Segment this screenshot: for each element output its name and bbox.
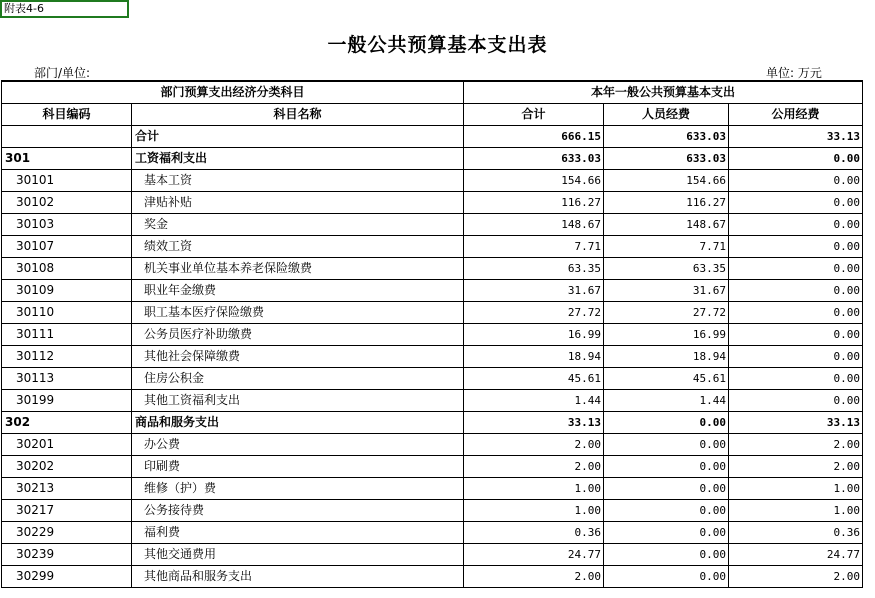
- row-name: 印刷费: [132, 456, 464, 478]
- table-row: [2, 236, 863, 258]
- row-name: 公务员医疗补助缴费: [132, 324, 464, 346]
- table-row: [2, 324, 863, 346]
- row-personnel: 27.72: [604, 302, 729, 324]
- row-code: 30201: [2, 434, 132, 456]
- header-name: 科目名称: [132, 104, 464, 126]
- table-row: [2, 192, 863, 214]
- table-row: [2, 412, 863, 434]
- row-public: 0.00: [729, 346, 863, 368]
- row-name: 职业年金缴费: [132, 280, 464, 302]
- row-personnel: 18.94: [604, 346, 729, 368]
- row-personnel: 16.99: [604, 324, 729, 346]
- row-name: 津贴补贴: [132, 192, 464, 214]
- row-code: 30108: [2, 258, 132, 280]
- row-total: 1.44: [464, 390, 604, 412]
- row-name: 其他社会保障缴费: [132, 346, 464, 368]
- row-public: 0.00: [729, 258, 863, 280]
- row-public: 0.00: [729, 280, 863, 302]
- table-row: [2, 434, 863, 456]
- row-public: 0.00: [729, 390, 863, 412]
- table-row: [2, 346, 863, 368]
- row-total: 31.67: [464, 280, 604, 302]
- row-code: [2, 126, 132, 148]
- row-personnel: 633.03: [604, 126, 729, 148]
- row-total: 1.00: [464, 500, 604, 522]
- row-personnel: 0.00: [604, 566, 729, 588]
- row-personnel: 0.00: [604, 412, 729, 434]
- table-row: [2, 214, 863, 236]
- row-name: 职工基本医疗保险缴费: [132, 302, 464, 324]
- header-group-left: 部门预算支出经济分类科目: [2, 81, 464, 104]
- row-name: 办公费: [132, 434, 464, 456]
- row-total: 63.35: [464, 258, 604, 280]
- row-total: 116.27: [464, 192, 604, 214]
- table-row: [2, 500, 863, 522]
- row-public: 1.00: [729, 500, 863, 522]
- row-public: 0.00: [729, 192, 863, 214]
- row-public: 2.00: [729, 434, 863, 456]
- row-public: 0.00: [729, 170, 863, 192]
- row-personnel: 0.00: [604, 434, 729, 456]
- header-public: 公用经费: [729, 104, 863, 126]
- row-total: 666.15: [464, 126, 604, 148]
- row-public: 0.00: [729, 236, 863, 258]
- row-code: 30213: [2, 478, 132, 500]
- row-personnel: 0.00: [604, 500, 729, 522]
- row-total: 7.71: [464, 236, 604, 258]
- row-public: 0.36: [729, 522, 863, 544]
- row-total: 154.66: [464, 170, 604, 192]
- row-code: 30109: [2, 280, 132, 302]
- row-code: 30217: [2, 500, 132, 522]
- row-code: 30202: [2, 456, 132, 478]
- row-public: 0.00: [729, 302, 863, 324]
- row-personnel: 7.71: [604, 236, 729, 258]
- table-row: [2, 302, 863, 324]
- table-row: [2, 368, 863, 390]
- row-public: 33.13: [729, 126, 863, 148]
- row-code: 302: [2, 412, 132, 434]
- row-public: 0.00: [729, 148, 863, 170]
- row-personnel: 0.00: [604, 456, 729, 478]
- row-public: 0.00: [729, 214, 863, 236]
- row-name: 绩效工资: [132, 236, 464, 258]
- row-name: 机关事业单位基本养老保险缴费: [132, 258, 464, 280]
- row-name: 公务接待费: [132, 500, 464, 522]
- row-code: 30102: [2, 192, 132, 214]
- row-name: 基本工资: [132, 170, 464, 192]
- row-name: 其他交通费用: [132, 544, 464, 566]
- table-row: [2, 126, 863, 148]
- row-code: 30111: [2, 324, 132, 346]
- header-personnel: 人员经费: [604, 104, 729, 126]
- row-public: 24.77: [729, 544, 863, 566]
- row-personnel: 0.00: [604, 478, 729, 500]
- row-name: 合计: [132, 126, 464, 148]
- row-total: 2.00: [464, 456, 604, 478]
- header-code: 科目编码: [2, 104, 132, 126]
- table-row: [2, 522, 863, 544]
- table-row: [2, 280, 863, 302]
- row-personnel: 154.66: [604, 170, 729, 192]
- row-total: 2.00: [464, 566, 604, 588]
- row-total: 18.94: [464, 346, 604, 368]
- header-row-group: [2, 81, 863, 104]
- row-personnel: 1.44: [604, 390, 729, 412]
- row-public: 0.00: [729, 368, 863, 390]
- row-total: 2.00: [464, 434, 604, 456]
- table-row: [2, 456, 863, 478]
- row-personnel: 45.61: [604, 368, 729, 390]
- row-code: 30107: [2, 236, 132, 258]
- sheet-tag[interactable]: 附表4-6: [0, 0, 129, 18]
- row-code: 30239: [2, 544, 132, 566]
- row-code: 30103: [2, 214, 132, 236]
- budget-table: [1, 80, 863, 588]
- row-public: 0.00: [729, 324, 863, 346]
- row-public: 2.00: [729, 456, 863, 478]
- row-public: 2.00: [729, 566, 863, 588]
- row-personnel: 31.67: [604, 280, 729, 302]
- page-title: 一般公共预算基本支出表: [327, 34, 548, 56]
- row-code: 301: [2, 148, 132, 170]
- header-total: 合计: [464, 104, 604, 126]
- row-code: 30113: [2, 368, 132, 390]
- table-row: [2, 566, 863, 588]
- row-total: 24.77: [464, 544, 604, 566]
- row-name: 奖金: [132, 214, 464, 236]
- table-row: [2, 478, 863, 500]
- row-code: 30110: [2, 302, 132, 324]
- dept-label: 部门/单位:: [34, 66, 91, 80]
- row-total: 27.72: [464, 302, 604, 324]
- header-row-columns: [2, 104, 863, 126]
- row-total: 16.99: [464, 324, 604, 346]
- row-personnel: 116.27: [604, 192, 729, 214]
- row-total: 148.67: [464, 214, 604, 236]
- row-code: 30101: [2, 170, 132, 192]
- row-name: 商品和服务支出: [132, 412, 464, 434]
- table-row: [2, 544, 863, 566]
- row-total: 633.03: [464, 148, 604, 170]
- row-total: 1.00: [464, 478, 604, 500]
- table-row: [2, 148, 863, 170]
- row-total: 45.61: [464, 368, 604, 390]
- row-code: 30299: [2, 566, 132, 588]
- row-personnel: 633.03: [604, 148, 729, 170]
- row-name: 其他商品和服务支出: [132, 566, 464, 588]
- table-row: [2, 170, 863, 192]
- row-personnel: 0.00: [604, 522, 729, 544]
- row-personnel: 148.67: [604, 214, 729, 236]
- row-code: 30199: [2, 390, 132, 412]
- row-personnel: 63.35: [604, 258, 729, 280]
- row-name: 工资福利支出: [132, 148, 464, 170]
- row-name: 住房公积金: [132, 368, 464, 390]
- row-name: 其他工资福利支出: [132, 390, 464, 412]
- row-public: 33.13: [729, 412, 863, 434]
- row-code: 30229: [2, 522, 132, 544]
- header-group-right: 本年一般公共预算基本支出: [464, 81, 863, 104]
- row-total: 0.36: [464, 522, 604, 544]
- row-personnel: 0.00: [604, 544, 729, 566]
- table-row: [2, 390, 863, 412]
- row-name: 维修（护）费: [132, 478, 464, 500]
- table-row: [2, 258, 863, 280]
- row-public: 1.00: [729, 478, 863, 500]
- row-total: 33.13: [464, 412, 604, 434]
- unit-label: 单位: 万元: [766, 66, 822, 80]
- row-name: 福利费: [132, 522, 464, 544]
- row-code: 30112: [2, 346, 132, 368]
